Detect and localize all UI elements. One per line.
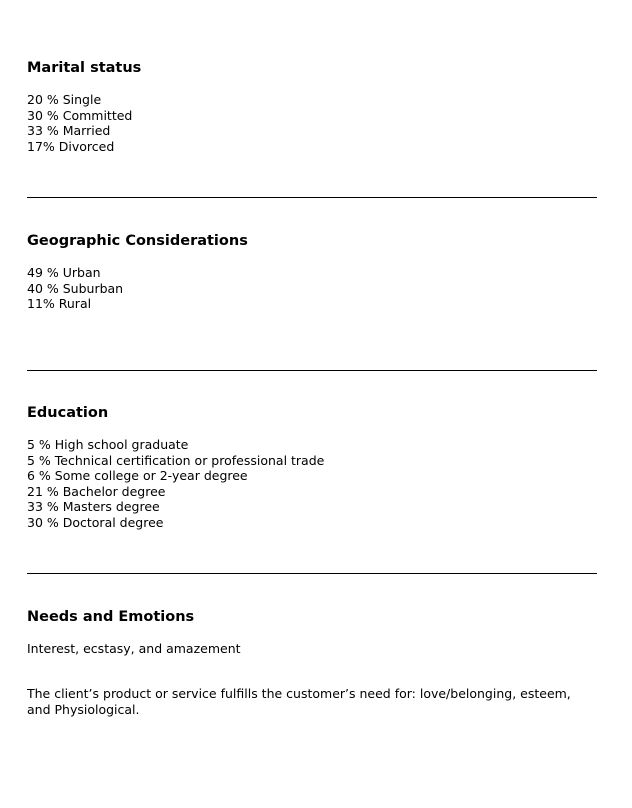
needs-statement: The client’s product or service fulfills the customer’s need for: love/belonging, esteem, and Physiological. [27, 686, 571, 717]
marital-status-heading: Marital status [27, 60, 142, 76]
list-item: 5 % Technical certification or professional trade [27, 452, 325, 468]
list-item: 5 % High school graduate [27, 437, 189, 452]
list-item: 11% Rural [27, 296, 92, 311]
geographic-list [27, 265, 123, 312]
geographic-heading: Geographic Considerations [27, 233, 248, 249]
needs-heading: Needs and Emotions [27, 609, 195, 625]
list-item: 49 % Urban [27, 265, 101, 280]
section-divider [27, 197, 597, 198]
list-item: 33 % Married [27, 123, 111, 138]
list-item: 30 % Doctoral degree [27, 514, 164, 530]
marital-status-list [27, 92, 132, 154]
list-item: 6 % Some college or 2-year degree [27, 468, 248, 483]
emotions-text: Interest, ecstasy, and amazement [27, 641, 241, 656]
list-item: 21 % Bachelor degree [27, 483, 166, 499]
education-list [27, 437, 324, 530]
section-divider [27, 370, 597, 371]
list-item: 40 % Suburban [27, 280, 124, 296]
list-item: 33 % Masters degree [27, 499, 160, 514]
list-item: 20 % Single [27, 92, 102, 107]
list-item: 17% Divorced [27, 138, 115, 154]
list-item: 30 % Committed [27, 107, 133, 123]
education-heading: Education [27, 405, 109, 421]
section-divider [27, 573, 597, 574]
